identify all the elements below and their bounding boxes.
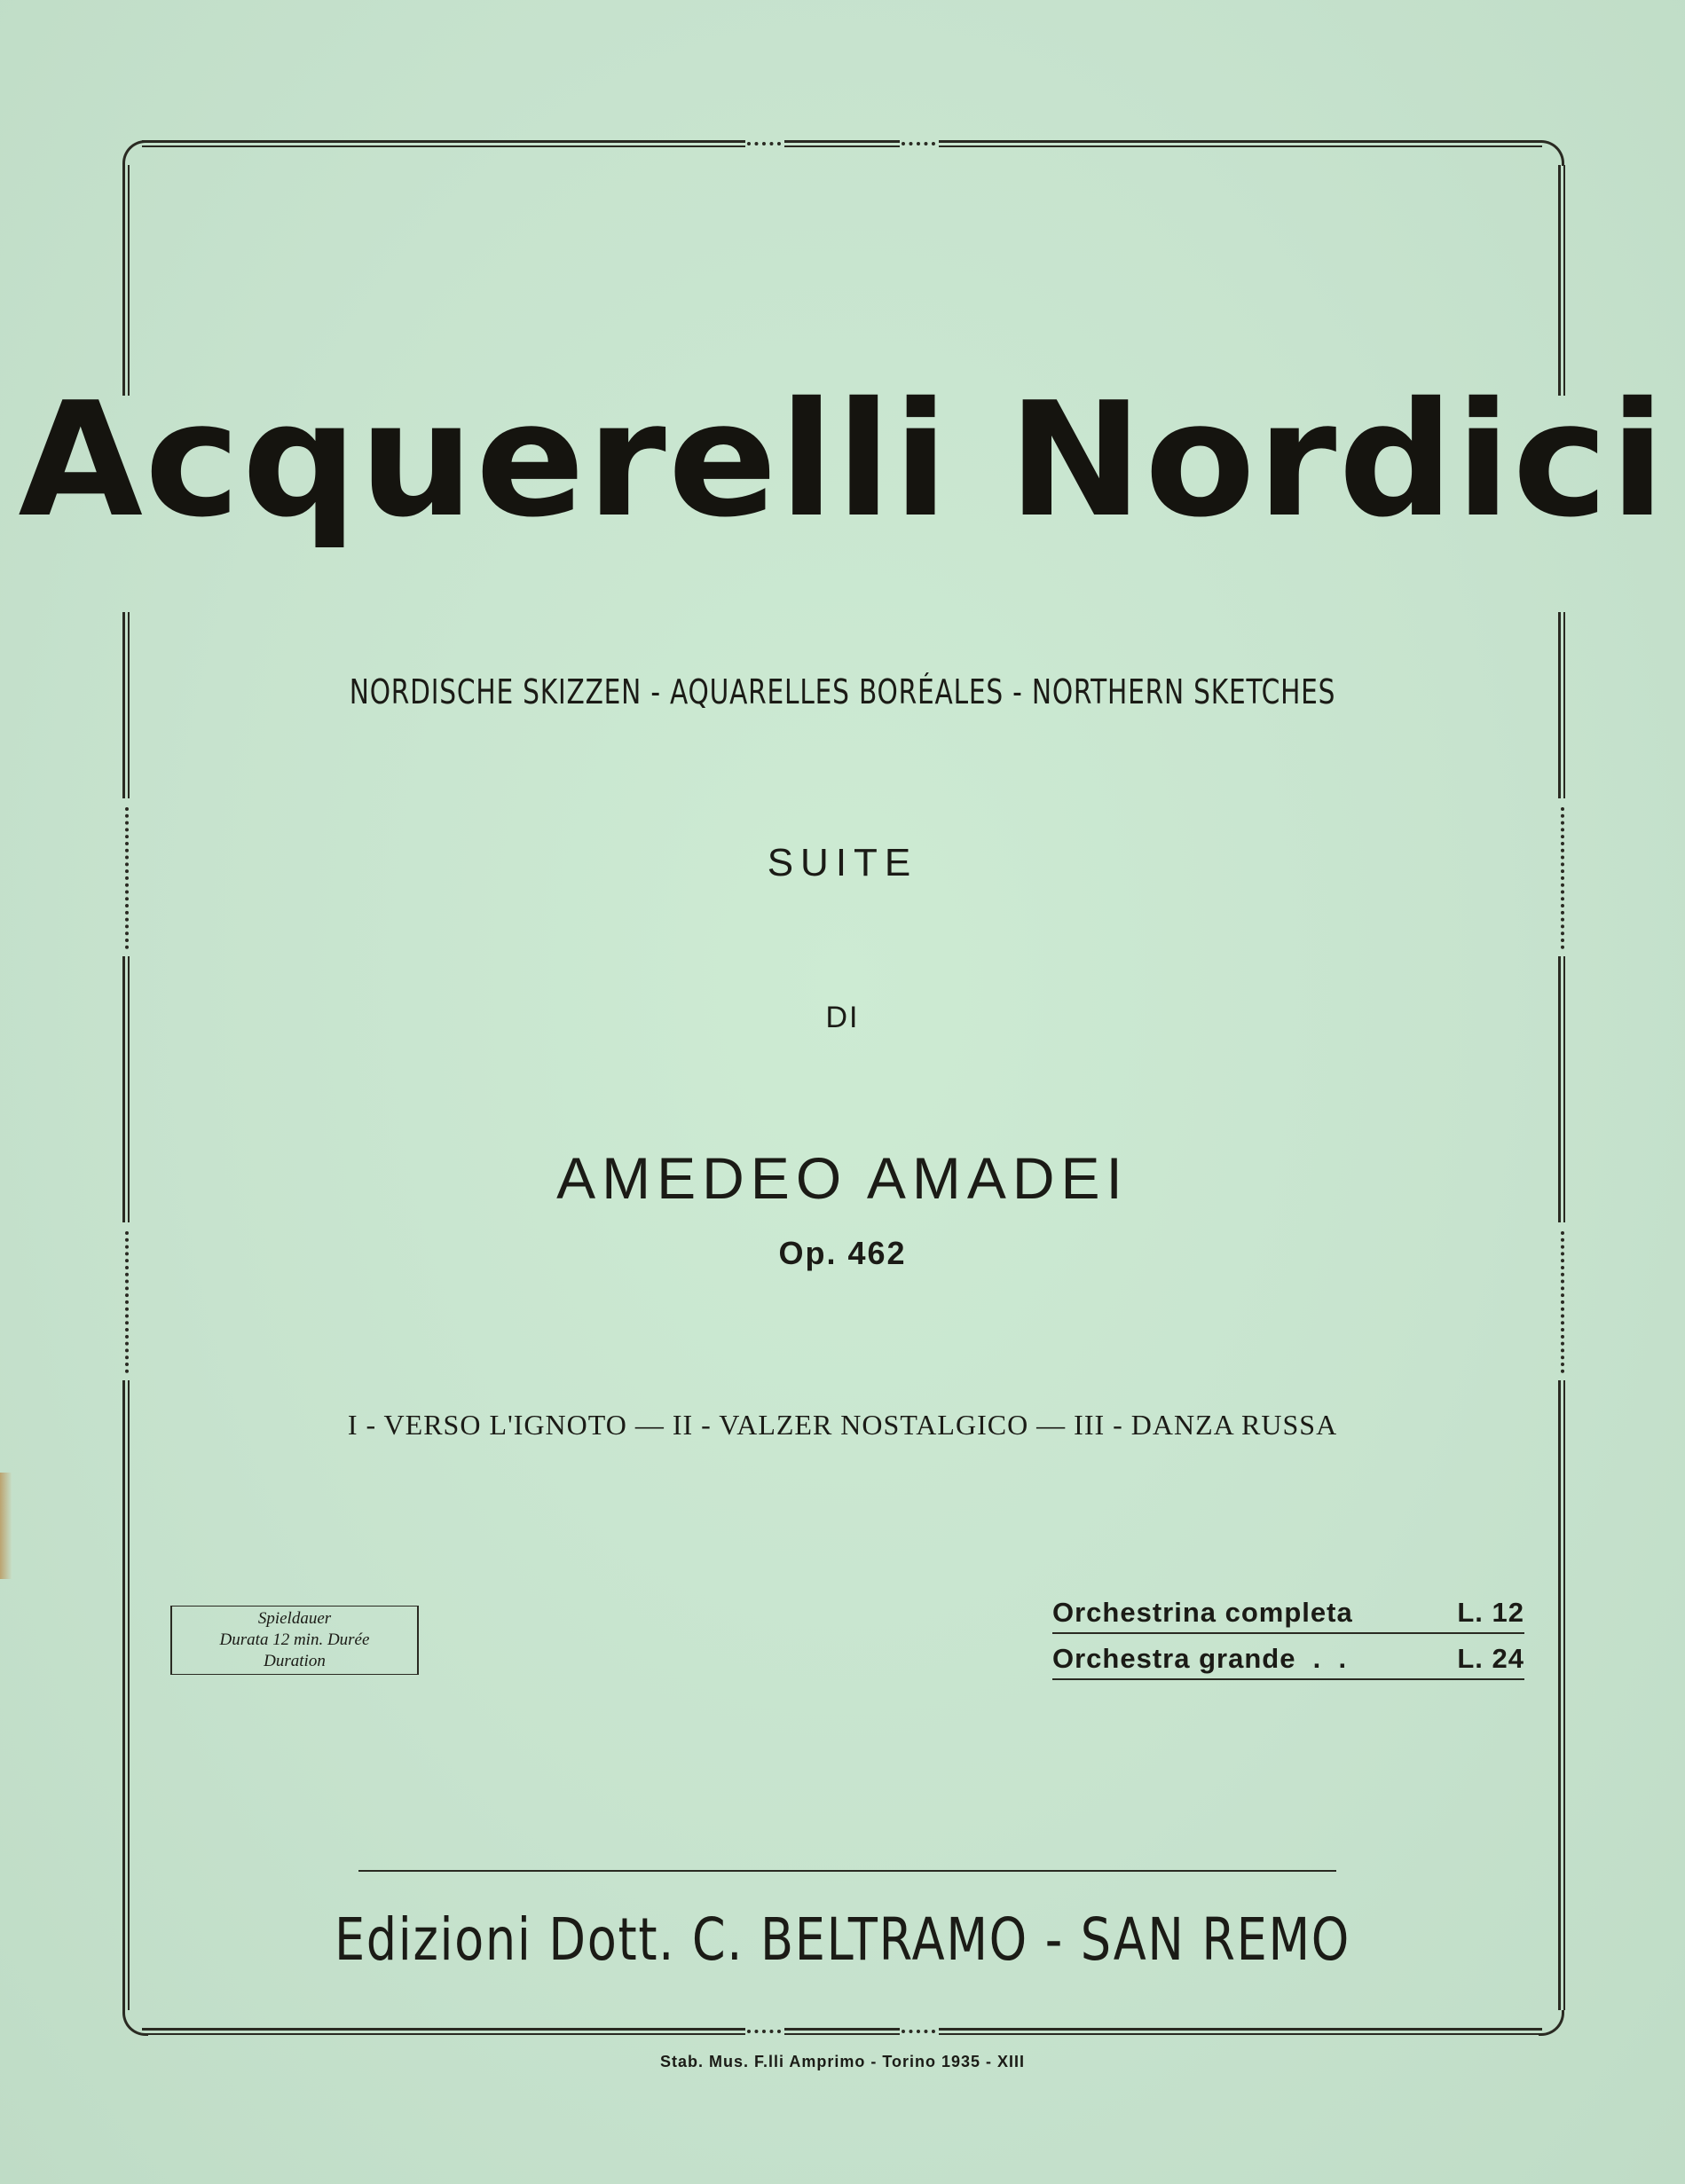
price-value: L. 24: [1457, 1643, 1524, 1674]
by-label: DI: [825, 1001, 860, 1034]
cover-title: Acquerelli Nordici: [18, 368, 1667, 552]
form-label: SUITE: [767, 841, 918, 884]
duration-box: [170, 1606, 419, 1675]
price-label: Orchestrina completa: [1052, 1597, 1353, 1628]
price-row: [1052, 1641, 1524, 1680]
composer-name: AMEDEO AMADEI: [556, 1145, 1129, 1211]
price-list: [1052, 1595, 1524, 1687]
printer-line: Stab. Mus. F.lli Amprimo - Torino 1935 - XIII: [659, 2053, 1026, 2070]
duration-line-3: Duration: [264, 1652, 326, 1670]
duration-line-1: Spieldauer: [257, 1609, 332, 1628]
price-label: Orchestra grande . .: [1052, 1643, 1348, 1674]
publisher-line: Edizioni Dott. C. BELTRAMO - SAN REMO: [334, 1905, 1351, 1974]
price-value: L. 12: [1457, 1597, 1524, 1628]
opus-number: Op. 462: [778, 1235, 907, 1271]
duration-line-2: Durata 12 min. Durée: [219, 1630, 370, 1649]
movements-list: I - VERSO L'IGNOTO — II - VALZER NOSTALGICO — III - DANZA RUSSA: [347, 1409, 1338, 1441]
publisher-rule: [358, 1870, 1336, 1872]
edge-stain: [0, 1473, 12, 1579]
cover-subtitle: NORDISCHE SKIZZEN - AQUARELLES BORÉALES - NORTHERN SKETCHES: [349, 672, 1336, 711]
price-row: [1052, 1595, 1524, 1634]
